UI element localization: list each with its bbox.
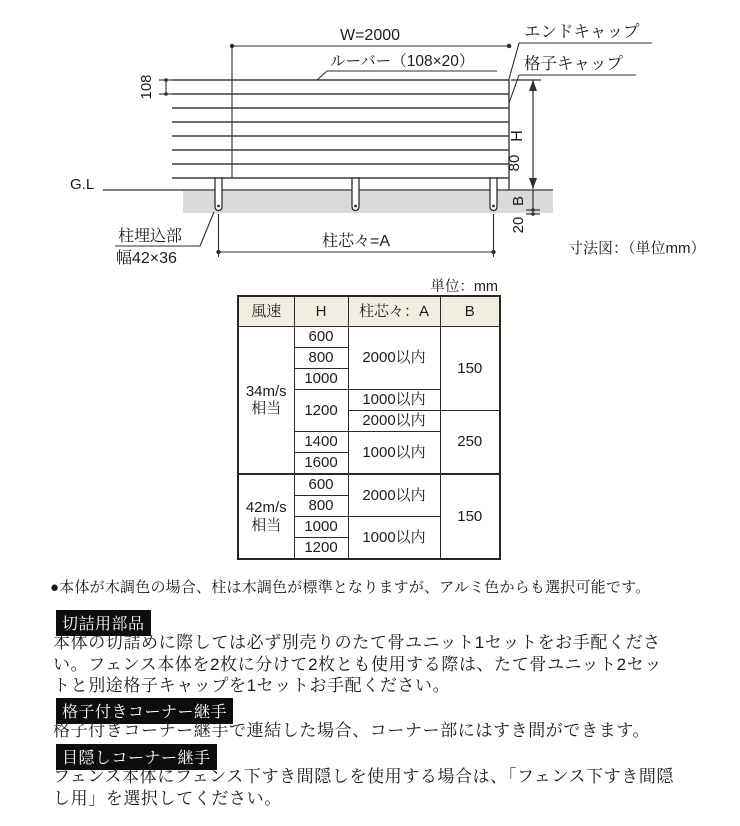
- cell-h: 1600: [294, 453, 348, 475]
- color-note: ●本体が木調色の場合、柱は木調色が標準となりますが、アルミ色からも選択可能です。: [50, 579, 651, 596]
- table-unit-note: 単位：mm: [430, 279, 498, 295]
- section-heading-cut-parts: 切詰用部品: [56, 610, 151, 636]
- cell-b: 150: [440, 474, 500, 559]
- cell-h: 1200: [294, 538, 348, 560]
- cell-b: 250: [440, 411, 500, 475]
- note-line: し用」を選択してください。: [53, 789, 282, 808]
- cell-a: 1000以内: [348, 390, 440, 411]
- section-heading-grid-corner-joint: 格子付きコーナー継手: [56, 698, 233, 724]
- post-pitch-label: 柱芯々=A: [321, 233, 391, 250]
- cell-a: 2000以内: [348, 411, 440, 432]
- wind-label-line: 相当: [251, 400, 282, 417]
- grid-cap-label: 格子キャップ: [524, 55, 623, 73]
- louver-lines: [172, 79, 509, 190]
- louver-leader: [317, 71, 497, 80]
- height-dim-label: H: [509, 130, 526, 142]
- cell-wind-42: [238, 474, 294, 559]
- post-embed-size-label: 幅42×36: [116, 250, 177, 267]
- section-heading-privacy-corner-joint: 目隠しコーナー継手: [56, 744, 217, 770]
- section-body-cut-parts: [53, 632, 662, 697]
- cell-a: 1000以内: [348, 517, 440, 560]
- bottom-gap-label: 80: [506, 154, 523, 172]
- note-line: フェンス本体にフェンス下すき間隠しを使用する場合は、「フェンス下すき間隠: [53, 767, 675, 786]
- note-line: い。フェンス本体を2枚に分けて2枚とも使用する際は、たて骨ユニット2セッ: [53, 654, 662, 674]
- cell-h: 800: [294, 496, 348, 517]
- cell-a: 2000以内: [348, 327, 440, 390]
- table-row: [238, 327, 500, 348]
- diagram-caption: 寸法図：（単位mm）: [568, 240, 706, 257]
- wind-spec-table: [237, 295, 501, 560]
- cell-h: 1000: [294, 517, 348, 538]
- col-header-a: 柱芯々：A: [348, 296, 440, 327]
- cell-b: 150: [440, 327, 500, 411]
- louver-pitch-dimension: [159, 78, 172, 96]
- louver-pitch-label: 108: [138, 74, 155, 100]
- cell-a: 2000以内: [348, 474, 440, 517]
- grid-cap-leader: [509, 75, 636, 103]
- embed-depth-label: B: [510, 195, 527, 207]
- note-line: 本体の切詰めに際しては必ず別売りのたて骨ユニット1セットをお手配くださ: [53, 633, 661, 652]
- note-line: トと別途格子キャップを1セットお手配ください。: [53, 676, 451, 695]
- cell-h: 800: [294, 348, 348, 369]
- cell-h: 600: [294, 327, 348, 348]
- wind-label-line: 34m/s: [245, 382, 287, 400]
- wind-label-line: 42m/s: [245, 499, 287, 517]
- louver-label: ルーバー（108×20）: [330, 53, 475, 70]
- table-header-row: [238, 296, 500, 327]
- col-header-h: H: [294, 296, 348, 327]
- wind-label-line: 相当: [251, 516, 282, 534]
- note-line: 格子付きコーナー継手で連結した場合、コーナー部にはすき間ができます。: [53, 721, 651, 740]
- cell-h: 1200: [294, 390, 348, 432]
- post-embed-label: 柱埋込部: [118, 228, 183, 245]
- cell-h: 1000: [294, 369, 348, 390]
- end-cap-label: エンドキャップ: [524, 23, 640, 41]
- section-body-privacy-corner-joint: [53, 766, 674, 810]
- col-header-wind: 風速: [238, 296, 294, 327]
- col-header-b: B: [440, 296, 500, 327]
- cell-h: 1400: [294, 432, 348, 453]
- cell-wind-34: [238, 327, 294, 475]
- fence-dimension-diagram: [0, 0, 740, 270]
- cell-h: 600: [294, 474, 348, 496]
- cell-a: 1000以内: [348, 432, 440, 475]
- gl-label: G.L: [70, 176, 95, 193]
- below-post-label: 20: [510, 216, 527, 234]
- table-row: [238, 474, 500, 496]
- section-body-grid-corner-joint: [53, 720, 650, 742]
- width-dim-label: W=2000: [339, 27, 401, 44]
